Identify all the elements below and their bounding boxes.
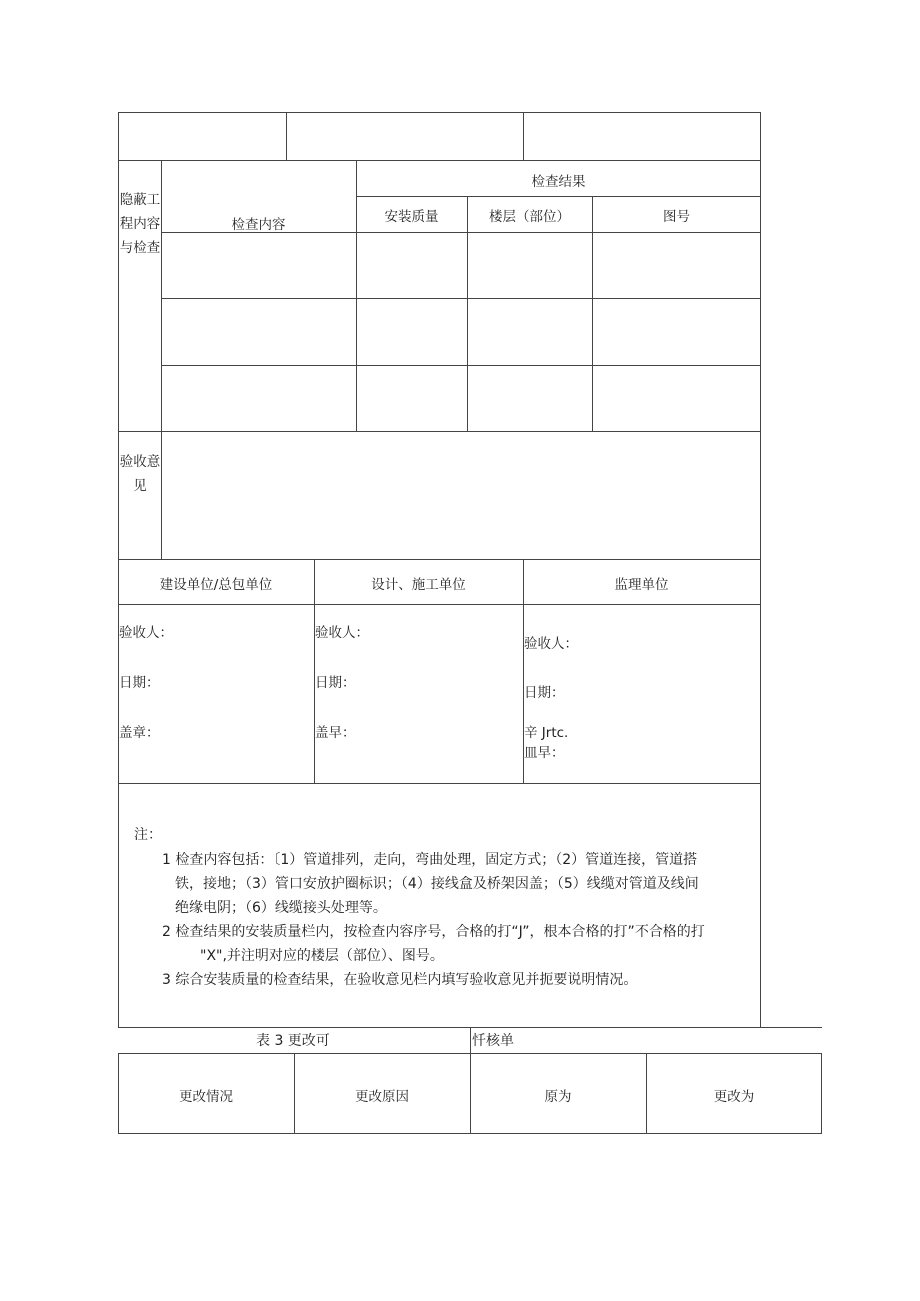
date-label: 日期： [524,685,565,701]
header-change-status: 更改情况 [179,1089,233,1105]
hidden-works-label: 隐蔽工程内容与检查 [119,192,161,256]
note-line: 绝缘电阴；（6）线缆接头处理等。 [175,900,387,916]
seal-text: 辛 Jrtc. [524,725,569,741]
drawing-no-header: 图号 [663,209,690,225]
header-changed-to: 更改为 [713,1089,755,1105]
table3-caption-left: 表 3 更改可 [256,1033,330,1049]
rule [470,1027,471,1133]
rule [356,160,357,431]
inspector-label: 验收人： [315,625,369,641]
note-line: 3 综合安装质量的检查结果，在验收意见栏内填写验收意见并扼要说明情况。 [162,972,638,988]
note-line: 1 检查内容包括：〔1）管道排列，走向，弯曲处理，固定方式；（2）管道连接，管道搭 [162,852,698,868]
unit-design-construction: 设计、施工单位 [371,577,466,593]
seal-label: 皿早： [524,745,565,761]
check-result-header: 检查结果 [531,174,586,190]
rule [760,112,761,1027]
date-label: 日期： [119,675,160,691]
rule [118,1133,822,1134]
install-quality-header: 安装质量 [384,209,439,225]
seal-label: 盖章： [119,725,160,741]
header-change-reason: 更改原因 [355,1089,409,1105]
unit-supervision: 监理单位 [614,577,669,593]
acceptance-opinion-label: 验收意见 [119,454,161,494]
unit-owner: 建设单位/总包单位 [159,577,273,593]
rule [356,196,761,197]
inspector-label: 验收人： [524,636,578,652]
rule [467,196,468,431]
rule [118,160,761,161]
rule [118,431,761,432]
note-line: "X",并注明对应的楼层（部位）、图号。 [200,948,444,964]
inspector-label: 验收人： [119,625,173,641]
rule [161,298,761,299]
rule [286,112,287,160]
rule [523,112,524,160]
check-content-header: 检查内容 [231,217,286,233]
rule [118,783,761,784]
note-line: 铁，接地；（3）管口安放护圈标识；（4）接线盒及桥架因盖；（5）线缆对管道及线间 [175,876,699,892]
note-line: 2 检查结果的安装质量栏内，按检查内容序号，合格的打“J”，根本合格的打”不合格的打 [162,924,705,940]
floor-location-header: 楼层（部位） [489,209,570,225]
rule [118,604,761,605]
rule [161,365,761,366]
date-label: 日期： [315,675,356,691]
table3-caption-right: 忏核单 [472,1033,514,1049]
rule [118,112,761,113]
rule [118,559,761,560]
seal-label: 盖早： [315,725,356,741]
notes-title: 注： [134,827,162,843]
rule [592,196,593,431]
header-original: 原为 [544,1089,572,1105]
